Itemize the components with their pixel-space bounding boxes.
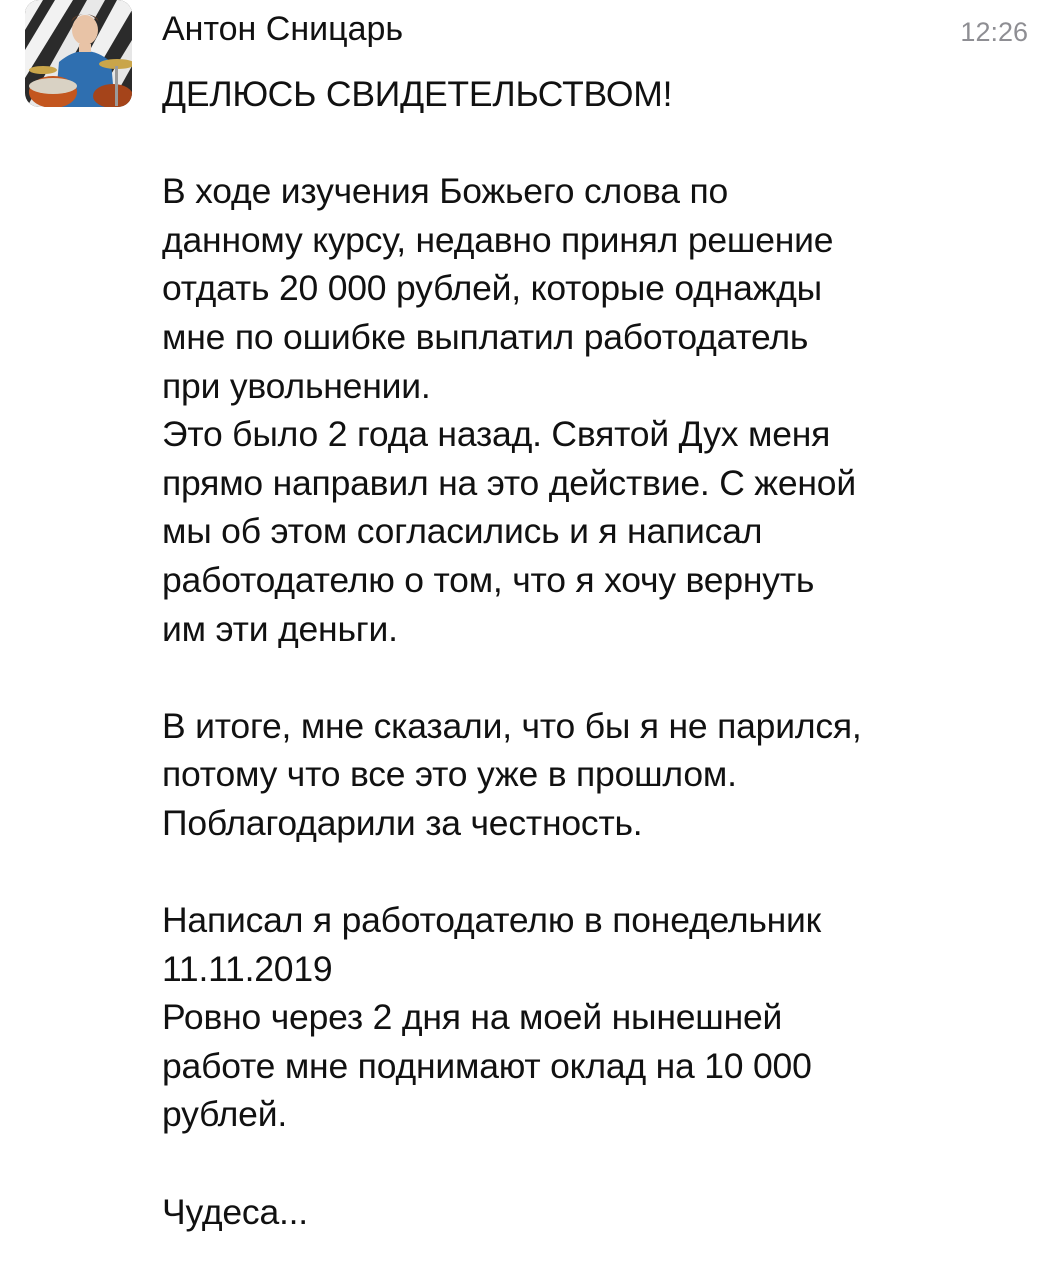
text-line: мы об этом согласились и я написал [162,511,763,552]
text-line: работодателю о том, что я хочу вернуть [162,559,815,600]
text-line: Это было 2 года назад. Святой Дух меня [162,414,831,455]
text-line: работе мне поднимают оклад на 10 000 [162,1045,812,1086]
text-line: Чудеса... [162,1191,308,1232]
text-line: при увольнении. [162,365,431,406]
text-line: В итоге, мне сказали, что бы я не парился, [162,705,862,746]
blank-line [162,653,1032,702]
text-line: рублей. [162,1094,287,1135]
text-line: Написал я работодателю в понедельник [162,900,822,941]
text-line: потому что все это уже в прошлом. [162,754,737,795]
text-line: данному курсу, недавно принял решение [162,219,834,260]
text-line: мне по ошибке выплатил работодатель [162,316,809,357]
blank-line [162,848,1032,897]
text-line: Поблагодарили за честность. [162,802,643,843]
message-time: 12:26 [960,17,1028,47]
text-line: отдать 20 000 рублей, которые однажды [162,268,822,309]
blank-line [162,1139,1032,1188]
text-line: ДЕЛЮСЬ СВИДЕТЕЛЬСТВОМ! [162,74,673,114]
text-line: В ходе изучения Божьего слова по [162,171,729,212]
blank-line [162,119,1032,168]
text-line: прямо направил на это действие. С женой [162,462,856,503]
message-body [162,70,1032,1236]
text-line: им эти деньги. [162,608,398,649]
avatar[interactable] [25,0,132,107]
author-name[interactable]: Антон Сницарь [162,10,404,48]
text-line: 11.11.2019 [162,948,333,989]
text-line: Ровно через 2 дня на моей нынешней [162,997,783,1038]
